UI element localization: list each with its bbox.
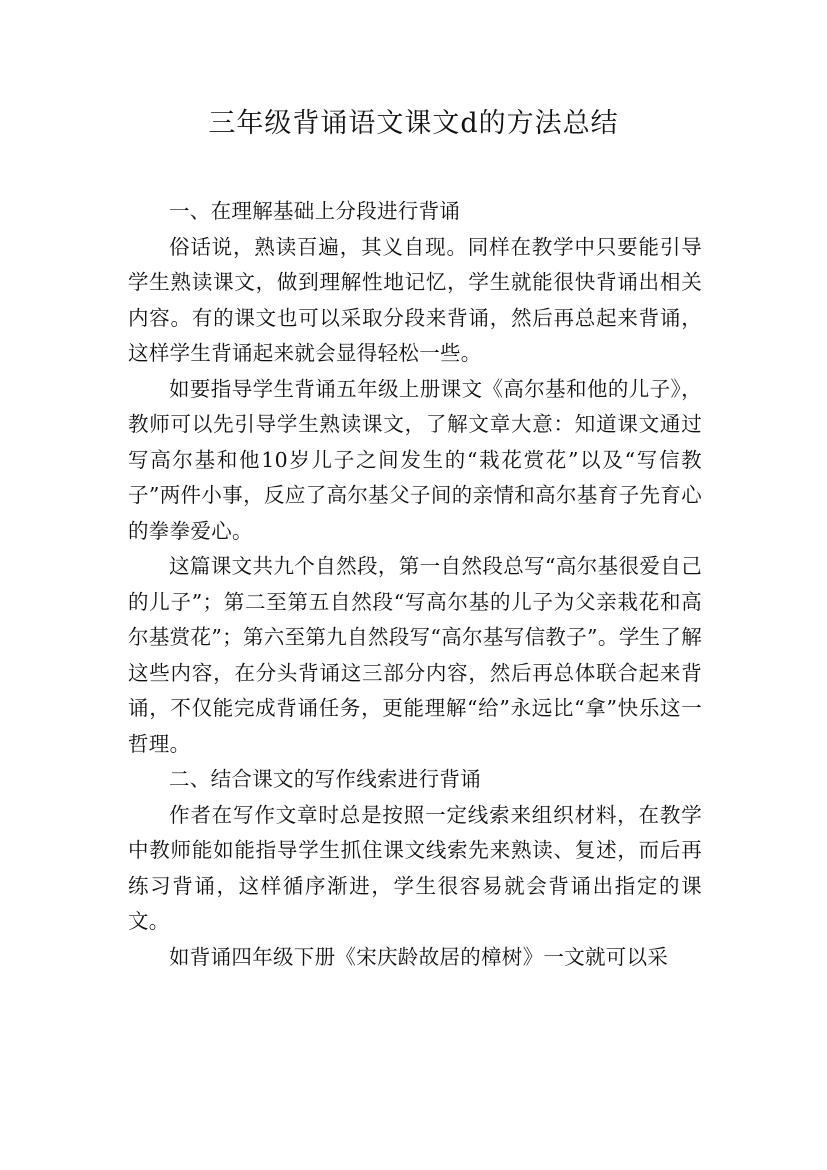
paragraph-3: 这篇课文共九个自然段，第一自然段总写“高尔基很爱自己的儿子”；第二至第五自然段“写高尔基的儿子为父亲栽花和高尔基赏花”；第六至第九自然段写“高尔基写信教子”。学生了解这些内容，在分头背诵这三部分内容，然后再总体联合起来背诵，不仅能完成背诵任务，更能理解“给”永远比“拿”快乐这一哲理。 xyxy=(128,554,702,756)
section-heading-2: 二、结合课文的写作线索进行背诵 xyxy=(169,767,481,791)
paragraph-4: 作者在写作文章时总是按照一定线索来组织材料，在教学中教师能如能指导学生抓住课文线索先来熟读、复述，而后再练习背诵，这样循序渐进，学生很容易就会背诵出指定的课文。 xyxy=(128,802,702,933)
document-body xyxy=(128,194,702,975)
paragraph-2: 如要指导学生背诵五年级上册课文《高尔基和他的儿子》，教师可以先引导学生熟读课文，了解文章大意：知道课文通过写高尔基和他10岁儿子之间发生的“栽花赏花”以及“写信教子”两件小事，反应了高尔基父子间的亲情和高尔基育子先育心的拳拳爱心。 xyxy=(128,376,702,543)
paragraph-1: 俗话说，熟读百遍，其义自现。同样在教学中只要能引导学生熟读课文，做到理解性地记忆，学生就能很快背诵出相关内容。有的课文也可以采取分段来背诵，然后再总起来背诵，这样学生背诵起来就会显得轻松一些。 xyxy=(128,234,702,365)
document-title: 三年级背诵语文课文d的方法总结 xyxy=(208,108,619,139)
paragraph-5: 如背诵四年级下册《宋庆龄故居的樟树》一文就可以采 xyxy=(169,944,669,969)
section-heading-1: 一、在理解基础上分段进行背诵 xyxy=(169,199,461,223)
